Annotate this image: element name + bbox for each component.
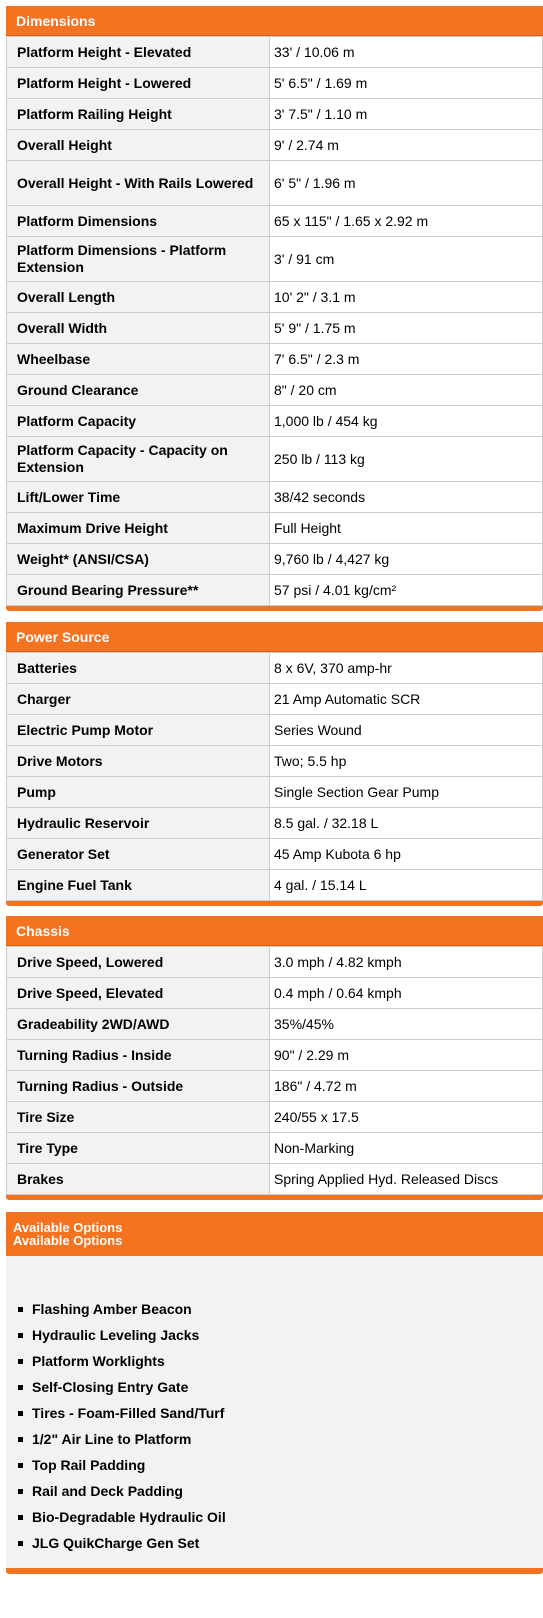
spec-label: Engine Fuel Tank	[7, 870, 270, 901]
spec-label: Platform Dimensions - Platform Extension	[7, 237, 270, 282]
spec-label: Drive Speed, Lowered	[7, 947, 270, 978]
spec-value: Single Section Gear Pump	[270, 777, 543, 808]
spec-value: 9,760 lb / 4,427 kg	[270, 544, 543, 575]
spec-value: 90" / 2.29 m	[270, 1040, 543, 1071]
spec-label: Ground Clearance	[7, 375, 270, 406]
table-row	[7, 37, 543, 68]
spec-label: Tire Size	[7, 1102, 270, 1133]
spec-label: Overall Length	[7, 282, 270, 313]
spec-value: 8" / 20 cm	[270, 375, 543, 406]
spec-value: 45 Amp Kubota 6 hp	[270, 839, 543, 870]
table-row	[7, 1071, 543, 1102]
option-label: JLG QuikCharge Gen Set	[32, 1535, 200, 1551]
spec-value: 38/42 seconds	[270, 482, 543, 513]
list-item	[18, 1429, 226, 1455]
spec-value: 65 x 115" / 1.65 x 2.92 m	[270, 206, 543, 237]
spec-label: Platform Dimensions	[7, 206, 270, 237]
table-row	[7, 978, 543, 1009]
spec-value: 5' 9" / 1.75 m	[270, 313, 543, 344]
table-row	[7, 684, 543, 715]
spec-value: 186" / 4.72 m	[270, 1071, 543, 1102]
square-bullet-icon	[18, 1489, 23, 1494]
table-row	[7, 406, 543, 437]
spec-value: 6' 5" / 1.96 m	[270, 161, 543, 206]
spec-label: Turning Radius - Inside	[7, 1040, 270, 1071]
chassis-section	[6, 916, 543, 1200]
option-label: Platform Worklights	[32, 1353, 165, 1369]
list-item	[18, 1299, 226, 1325]
table-row	[7, 375, 543, 406]
square-bullet-icon	[18, 1463, 23, 1468]
square-bullet-icon	[18, 1515, 23, 1520]
spec-label: Brakes	[7, 1164, 270, 1195]
list-item	[18, 1507, 226, 1533]
spec-value: 240/55 x 17.5	[270, 1102, 543, 1133]
spec-value: 3' 7.5" / 1.10 m	[270, 99, 543, 130]
option-label: Bio-Degradable Hydraulic Oil	[32, 1509, 226, 1525]
list-item	[18, 1455, 226, 1481]
option-label: Top Rail Padding	[32, 1457, 146, 1473]
section-header-dimensions: Dimensions	[6, 6, 543, 36]
square-bullet-icon	[18, 1437, 23, 1442]
option-label: Hydraulic Leveling Jacks	[32, 1327, 200, 1343]
table-row	[7, 282, 543, 313]
list-item	[18, 1403, 226, 1429]
spec-label: Electric Pump Motor	[7, 715, 270, 746]
table-row	[7, 313, 543, 344]
power-source-section	[6, 622, 543, 906]
square-bullet-icon	[18, 1541, 23, 1546]
spec-label: Drive Speed, Elevated	[7, 978, 270, 1009]
options-panel	[6, 1256, 543, 1568]
spec-label: Overall Height - With Rails Lowered	[7, 161, 270, 206]
table-row	[7, 1102, 543, 1133]
square-bullet-icon	[18, 1411, 23, 1416]
table-row	[7, 947, 543, 978]
spec-value: Two; 5.5 hp	[270, 746, 543, 777]
spec-label: Generator Set	[7, 839, 270, 870]
table-row	[7, 1009, 543, 1040]
spec-label: Charger	[7, 684, 270, 715]
spec-label: Lift/Lower Time	[7, 482, 270, 513]
spec-value: 33' / 10.06 m	[270, 37, 543, 68]
spec-label: Overall Width	[7, 313, 270, 344]
spec-value: Series Wound	[270, 715, 543, 746]
spec-label: Tire Type	[7, 1133, 270, 1164]
list-item	[18, 1481, 226, 1507]
square-bullet-icon	[18, 1307, 23, 1312]
section-footer-bar	[6, 606, 543, 611]
spec-value: 8 x 6V, 370 amp-hr	[270, 653, 543, 684]
option-label: Rail and Deck Padding	[32, 1483, 183, 1499]
spec-value: 35%/45%	[270, 1009, 543, 1040]
spec-value: 0.4 mph / 0.64 kmph	[270, 978, 543, 1009]
table-row	[7, 1164, 543, 1195]
dimensions-table	[6, 36, 543, 606]
chassis-table	[6, 946, 543, 1195]
spec-value: 21 Amp Automatic SCR	[270, 684, 543, 715]
spec-label: Platform Height - Lowered	[7, 68, 270, 99]
table-row	[7, 653, 543, 684]
available-options-section	[6, 1212, 543, 1574]
spec-value: 250 lb / 113 kg	[270, 437, 543, 482]
dimensions-section	[6, 6, 543, 611]
spec-value: Full Height	[270, 513, 543, 544]
spec-label: Wheelbase	[7, 344, 270, 375]
table-row	[7, 544, 543, 575]
spec-label: Weight* (ANSI/CSA)	[7, 544, 270, 575]
table-row	[7, 1040, 543, 1071]
spec-label: Overall Height	[7, 130, 270, 161]
spec-value: 1,000 lb / 454 kg	[270, 406, 543, 437]
square-bullet-icon	[18, 1385, 23, 1390]
spec-value: 3' / 91 cm	[270, 237, 543, 282]
table-row	[7, 839, 543, 870]
spec-label: Platform Railing Height	[7, 99, 270, 130]
spec-label: Batteries	[7, 653, 270, 684]
table-row	[7, 715, 543, 746]
table-row	[7, 482, 543, 513]
table-row	[7, 344, 543, 375]
table-row	[7, 68, 543, 99]
spec-value: 8.5 gal. / 32.18 L	[270, 808, 543, 839]
spec-label: Gradeability 2WD/AWD	[7, 1009, 270, 1040]
table-row	[7, 746, 543, 777]
section-footer-bar	[6, 901, 543, 906]
list-item	[18, 1325, 226, 1351]
options-title-repeat: Available Options	[13, 1233, 123, 1248]
table-row	[7, 237, 543, 282]
table-row	[7, 206, 543, 237]
options-list	[18, 1299, 226, 1559]
table-row	[7, 870, 543, 901]
option-label: Flashing Amber Beacon	[32, 1301, 192, 1317]
section-footer-bar	[6, 1568, 543, 1574]
section-footer-bar	[6, 1195, 543, 1200]
section-header-available-options	[6, 1212, 543, 1256]
spec-value: Non-Marking	[270, 1133, 543, 1164]
spec-value: 3.0 mph / 4.82 kmph	[270, 947, 543, 978]
spec-label: Drive Motors	[7, 746, 270, 777]
option-label: Tires - Foam-Filled Sand/Turf	[32, 1405, 225, 1421]
table-row	[7, 808, 543, 839]
spec-label: Ground Bearing Pressure**	[7, 575, 270, 606]
option-label: Self-Closing Entry Gate	[32, 1379, 189, 1395]
square-bullet-icon	[18, 1333, 23, 1338]
spec-value: 4 gal. / 15.14 L	[270, 870, 543, 901]
table-row	[7, 161, 543, 206]
spec-label: Hydraulic Reservoir	[7, 808, 270, 839]
spec-label: Platform Capacity	[7, 406, 270, 437]
list-item	[18, 1351, 226, 1377]
square-bullet-icon	[18, 1359, 23, 1364]
spec-label: Maximum Drive Height	[7, 513, 270, 544]
options-title: Available Options	[13, 1220, 123, 1235]
spec-label: Turning Radius - Outside	[7, 1071, 270, 1102]
table-row	[7, 575, 543, 606]
table-row	[7, 777, 543, 808]
table-row	[7, 513, 543, 544]
spec-label: Platform Capacity - Capacity on Extension	[7, 437, 270, 482]
spec-value: 5' 6.5" / 1.69 m	[270, 68, 543, 99]
spec-value: 9' / 2.74 m	[270, 130, 543, 161]
list-item	[18, 1377, 226, 1403]
table-row	[7, 437, 543, 482]
spec-value: 57 psi / 4.01 kg/cm²	[270, 575, 543, 606]
table-row	[7, 99, 543, 130]
power-source-table	[6, 652, 543, 901]
spec-value: Spring Applied Hyd. Released Discs	[270, 1164, 543, 1195]
spec-value: 7' 6.5" / 2.3 m	[270, 344, 543, 375]
spec-value: 10' 2" / 3.1 m	[270, 282, 543, 313]
section-header-power-source: Power Source	[6, 622, 543, 652]
table-row	[7, 1133, 543, 1164]
section-header-chassis: Chassis	[6, 916, 543, 946]
spec-label: Platform Height - Elevated	[7, 37, 270, 68]
spec-label: Pump	[7, 777, 270, 808]
option-label: 1/2" Air Line to Platform	[32, 1431, 192, 1447]
table-row	[7, 130, 543, 161]
list-item	[18, 1533, 226, 1559]
